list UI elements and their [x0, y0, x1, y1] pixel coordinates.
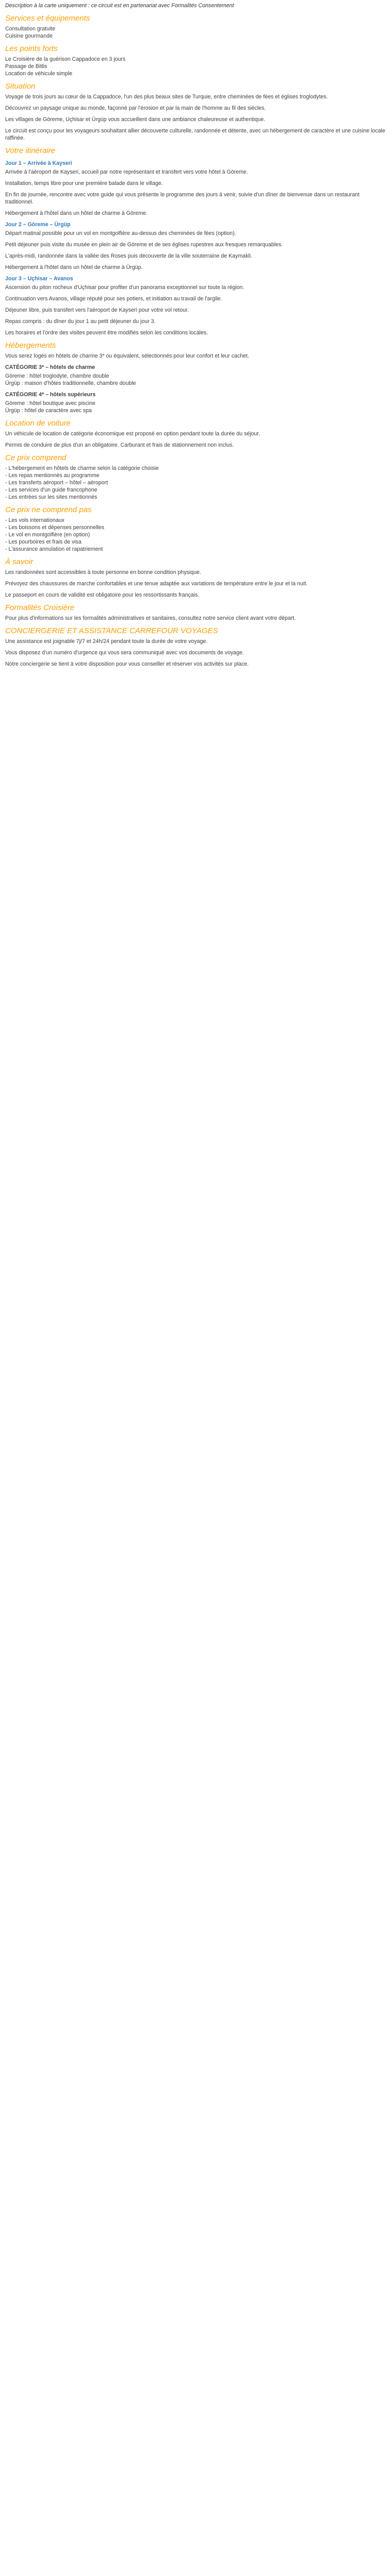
itinerary-day-paragraph: Départ matinal possible pour un vol en montgolfière au-dessus des cheminées de fées (option). — [5, 230, 236, 236]
hebergements-intro: Vous serez logés en hôtels de charme 3* ou équivalent, sélectionnés pour leur confort et leur cachet. — [5, 353, 249, 359]
itinerary-day-paragraph: Hébergement à l'hôtel dans un hôtel de charme à Göreme. — [5, 210, 148, 216]
section-title-excludes: Ce prix ne comprend pas — [5, 505, 92, 514]
notes-paragraph: Les randonnées sont accessibles à toute personne en bonne condition physique. — [5, 569, 201, 575]
hebergement-line: Ürgüp : maison d'hôtes traditionnelle, chambre double — [5, 380, 136, 386]
section-title-notes: À savoir — [5, 557, 34, 566]
itinerary-day-paragraph: Continuation vers Avanos, village réputé pour ses potiers, et initiation au travail de l'argile. — [5, 296, 222, 302]
section-title-services: Services et équipements — [5, 14, 90, 23]
excludes-item: - Les pourboires et frais de visa — [5, 539, 82, 545]
section-title-hebergements: Hébergements — [5, 341, 56, 350]
section-title-conciergerie: CONCIERGERIE ET ASSISTANCE CARREFOUR VOYAGES — [5, 626, 218, 635]
itinerary-day-paragraph: L'après-midi, randonnée dans la vallée des Roses puis découverte de la ville souterraine de Kaymakli. — [5, 253, 253, 259]
situation-paragraph: Découvrez un paysage unique au monde, façonné par l'érosion et par la main de l'homme au fil des siècles. — [5, 105, 266, 111]
highlight-item: Location de véhicule simple — [5, 71, 73, 77]
hebergement-line: Göreme : hôtel troglodyte, chambre double — [5, 373, 109, 379]
section-title-highlights: Les points forts — [5, 44, 58, 53]
notes-paragraph: Prévoyez des chaussures de marche confortables et une tenue adaptée aux variations de température entre le jour et la nuit. — [5, 581, 307, 587]
itinerary-day-paragraph: Installation, temps libre pour une première balade dans le village. — [5, 180, 163, 187]
section-title-situation: Situation — [5, 82, 36, 91]
itinerary-day-paragraph: Petit déjeuner puis visite du musée en plein air de Göreme et de ses églises rupestres aux fresques remarquables. — [5, 242, 283, 248]
page — [0, 0, 391, 668]
location-paragraph: Un véhicule de location de catégorie économique est proposé en option pendant toute la durée du séjour. — [5, 431, 260, 437]
includes-list — [5, 465, 386, 501]
location-paragraph: Permis de conduire de plus d'un an obligatoire. Carburant et frais de stationnement non inclus. — [5, 442, 234, 448]
situation-paragraph: Le circuit est conçu pour les voyageurs souhaitant allier découverte culturelle, randonnée et détente, avec un hébergement de caractère et une cuisine locale raffinée. — [5, 128, 385, 141]
hebergement-group-title: CATÉGORIE 3* – hôtels de charme — [5, 364, 95, 370]
excludes-item: - Le vol en montgolfière (en option) — [5, 532, 90, 538]
situation-paragraph: Les villages de Göreme, Uçhisar et Ürgüp vous accueillent dans une ambiance chaleureuse et authentique. — [5, 116, 266, 123]
section-title-location: Location de voiture — [5, 419, 71, 428]
itinerary-day-paragraph: Hébergement à l'hôtel dans un hôtel de charme à Ürgüp. — [5, 264, 143, 270]
includes-item: - L'hébergement en hôtels de charme selon la catégorie choisie — [5, 465, 159, 471]
services-list — [5, 25, 386, 40]
itinerary-day-title: Jour 3 – Uçhisar – Avanos — [5, 276, 73, 282]
includes-item: - Les repas mentionnés au programme — [5, 472, 100, 479]
itinerary-day-paragraph: En fin de journée, rencontre avec votre guide qui vous présente le programme des jours à venir, suivie d'un dîner de bienvenue dans un restaurant traditionnel. — [5, 192, 360, 205]
conciergerie-paragraph: Une assistance est joignable 7j/7 et 24h/24 pendant toute la durée de votre voyage. — [5, 638, 208, 645]
product-description: Description à la carte uniquement : ce circuit est en partenariat avec Formalités Consentement — [5, 3, 234, 9]
itinerary-day-title: Jour 1 – Arrivée à Kayseri — [5, 160, 72, 166]
hebergement-group-list — [5, 372, 386, 387]
excludes-item: - Les boissons et dépenses personnelles — [5, 524, 104, 531]
hebergement-line: Ürgüp : hôtel de caractère avec spa — [5, 408, 92, 414]
services-item: Cuisine gourmande — [5, 33, 53, 39]
includes-item: - Les transferts aéroport – hôtel – aéroport — [5, 480, 108, 486]
itinerary-note: Les horaires et l'ordre des visites peuvent être modifiés selon les conditions locales. — [5, 330, 208, 336]
highlight-item: Le Croisière de la guérison Cappadoce en 3 jours — [5, 56, 126, 62]
services-item: Consultation gratuite — [5, 26, 56, 32]
section-title-formalites: Formalités Croisière — [5, 603, 75, 612]
itinerary-day-title: Jour 2 – Göreme – Ürgüp — [5, 222, 71, 228]
formalites-paragraph: Pour plus d'informations sur les formalités administratives et sanitaires, consultez notre service client avant votre départ. — [5, 615, 296, 621]
excludes-list — [5, 517, 386, 553]
itinerary-day-paragraph: Déjeuner libre, puis transfert vers l'aéroport de Kayseri pour votre vol retour. — [5, 307, 189, 313]
section-title-includes: Ce prix comprend — [5, 453, 67, 462]
highlight-item: Passage de Bitlis — [5, 63, 47, 70]
hebergement-line: Göreme : hôtel boutique avec piscine — [5, 400, 95, 406]
excludes-item: - L'assurance annulation et rapatriement — [5, 546, 103, 552]
conciergerie-paragraph: Vous disposez d'un numéro d'urgence qui vous sera communiqué avec vos documents de voyage. — [5, 650, 244, 656]
hebergement-group-list — [5, 400, 386, 414]
conciergerie-paragraph: Notre conciergerie se tient à votre disposition pour vous conseiller et réserver vos activités sur place. — [5, 661, 249, 667]
itinerary-day-paragraph: Ascension du piton rocheux d'Uçhisar pour profiter d'un panorama exceptionnel sur toute la région. — [5, 284, 245, 291]
section-title-itinerary: Votre itinéraire — [5, 146, 55, 155]
excludes-item: - Les vols internationaux — [5, 517, 64, 523]
notes-paragraph: Le passeport en cours de validité est obligatoire pour les ressortissants français. — [5, 592, 200, 598]
highlights-list — [5, 56, 386, 77]
includes-item: - Les services d'un guide francophone — [5, 487, 97, 493]
situation-paragraph: Voyage de trois jours au cœur de la Cappadoce, l'un des plus beaux sites de Turquie, entre cheminées de fées et églises troglodytes. — [5, 94, 328, 100]
itinerary-day-paragraph: Arrivée à l'aéroport de Kayseri, accueil par notre représentant et transfert vers votre hôtel à Göreme. — [5, 169, 248, 175]
includes-item: - Les entrées sur les sites mentionnés — [5, 494, 97, 500]
hebergement-group-title: CATÉGORIE 4* – hôtels supérieurs — [5, 392, 96, 398]
itinerary-note: Repas compris : du dîner du jour 1 au petit déjeuner du jour 3. — [5, 318, 156, 325]
